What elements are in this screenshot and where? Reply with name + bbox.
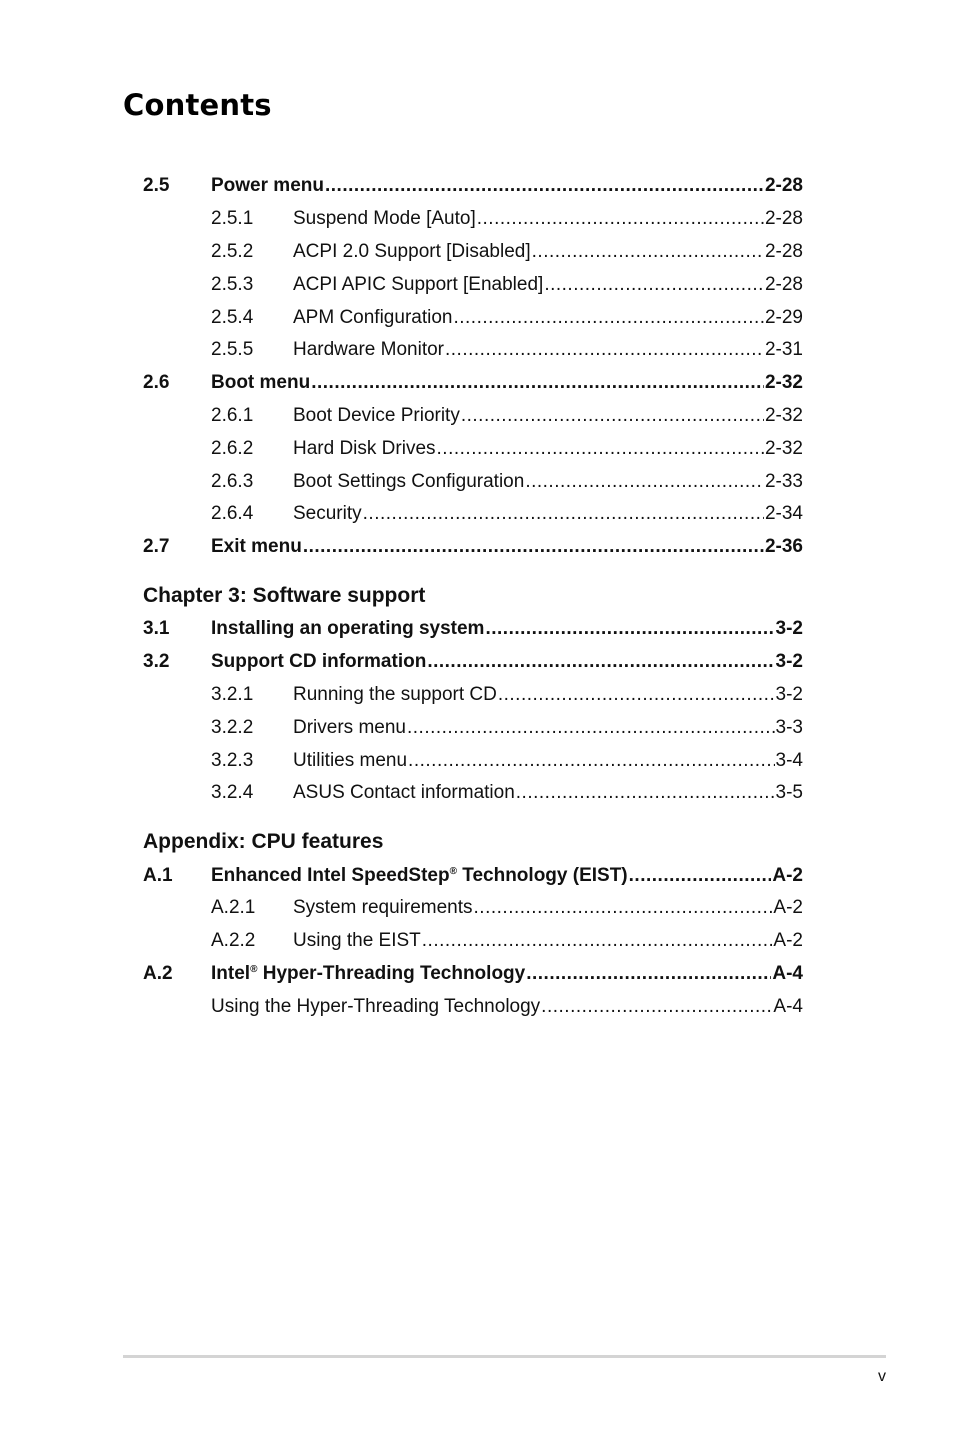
toc-number: A.2.2 [211, 930, 256, 951]
toc-number: 3.2.2 [211, 717, 254, 738]
toc-label: Hardware Monitor [293, 339, 444, 360]
toc-entry-a-2-2[interactable] [0, 929, 954, 953]
toc-page: 2-33 [764, 471, 803, 492]
toc-label: Drivers menu [293, 717, 406, 738]
toc-number: 3.2.1 [211, 684, 254, 705]
toc-page: 2-36 [764, 536, 803, 557]
toc-number: 2.5.2 [211, 241, 254, 262]
toc-label: Utilities menu [293, 750, 408, 771]
toc-label: Boot menu [211, 372, 311, 393]
toc-label: Support CD information [211, 651, 427, 672]
toc-number: A.2.1 [211, 897, 256, 918]
toc-page: 2-32 [764, 372, 803, 393]
toc-label: Hard Disk Drives [293, 438, 436, 459]
toc-page: 2-28 [764, 208, 803, 229]
toc-entry-2-5-5[interactable] [0, 338, 954, 362]
toc-label [211, 962, 525, 986]
toc-label-part: Technology (EIST) [456, 865, 628, 886]
toc-entry-2-5[interactable] [0, 174, 954, 198]
toc-page: A-2 [773, 897, 803, 918]
toc-label [211, 864, 628, 888]
toc-label: Power menu [211, 175, 324, 196]
toc-entry-2-5-2[interactable] [0, 240, 954, 264]
toc-entry-3-2-2[interactable] [0, 716, 954, 740]
toc-entry-2-6-4[interactable] [0, 502, 954, 526]
toc-number: 2.6.2 [211, 438, 254, 459]
toc-label: ASUS Contact information [293, 782, 515, 803]
toc-number: 2.5.5 [211, 339, 254, 360]
toc-label: Running the support CD [293, 684, 497, 705]
toc-page: 3-5 [775, 782, 803, 803]
toc-number: 2.7 [143, 536, 170, 557]
toc-page: 2-28 [764, 274, 803, 295]
toc-page: 3-2 [775, 618, 803, 639]
toc-label: APM Configuration [293, 307, 453, 328]
toc-page: A-2 [773, 930, 803, 951]
toc-number: 2.5.4 [211, 307, 254, 328]
toc-page: 3-4 [775, 750, 803, 771]
toc-number: 2.5.1 [211, 208, 254, 229]
toc-number: 3.2.3 [211, 750, 254, 771]
toc-label: Boot Device Priority [293, 405, 460, 426]
footer-page-number: v [878, 1368, 886, 1385]
toc-entry-2-6-2[interactable] [0, 437, 954, 461]
toc-entry-2-5-1[interactable] [0, 207, 954, 231]
toc-entry-2-6-3[interactable] [0, 470, 954, 494]
toc-number: 2.6.1 [211, 405, 254, 426]
toc-entry-2-7[interactable] [0, 535, 954, 559]
toc-entry-3-1[interactable] [0, 617, 954, 641]
footer-divider [123, 1355, 886, 1358]
toc-label: System requirements [293, 897, 473, 918]
toc-page: 3-3 [775, 717, 803, 738]
toc-entry-a-1[interactable] [0, 864, 954, 888]
toc-page: A-4 [773, 996, 803, 1017]
toc-entry-2-5-4[interactable] [0, 306, 954, 330]
toc-page: 2-31 [764, 339, 803, 360]
toc-entry-2-5-3[interactable] [0, 273, 954, 297]
toc-page: 2-28 [764, 241, 803, 262]
toc-page: A-4 [772, 963, 803, 984]
toc-entry-3-2-4[interactable] [0, 781, 954, 805]
toc-entry-3-2-1[interactable] [0, 683, 954, 707]
toc-number: 2.5.3 [211, 274, 254, 295]
toc-entry-2-6[interactable] [0, 371, 954, 395]
page-title: Contents [123, 88, 272, 122]
toc-label: Installing an operating system [211, 618, 485, 639]
registered-mark: ® [250, 964, 258, 975]
toc-label-part: Intel [211, 963, 251, 984]
toc-page: 2-32 [764, 438, 803, 459]
toc-label: Exit menu [211, 536, 302, 557]
toc-number: A.2 [143, 963, 173, 984]
toc-number: 2.6.3 [211, 471, 254, 492]
toc-entry-hyper-threading-usage[interactable] [0, 995, 954, 1019]
toc-page: 2-34 [764, 503, 803, 524]
toc-label: ACPI APIC Support [Enabled] [293, 274, 544, 295]
appendix-heading: Appendix: CPU features [143, 830, 384, 853]
toc-page: A-2 [772, 865, 803, 886]
toc-number: A.1 [143, 865, 173, 886]
toc-entry-a-2[interactable] [0, 962, 954, 986]
toc-entry-3-2[interactable] [0, 650, 954, 674]
toc-number: 3.1 [143, 618, 170, 639]
toc-number: 2.5 [143, 175, 170, 196]
toc-page: 2-29 [764, 307, 803, 328]
toc-label: Using the EIST [293, 930, 421, 951]
toc-number: 3.2 [143, 651, 170, 672]
toc-label: ACPI 2.0 Support [Disabled] [293, 241, 531, 262]
toc-label: Security [293, 503, 362, 524]
toc-label: Using the Hyper-Threading Technology [211, 996, 541, 1017]
toc-page: 2-32 [764, 405, 803, 426]
chapter-heading: Chapter 3: Software support [143, 584, 426, 607]
toc-number: 2.6 [143, 372, 170, 393]
toc-label-part: Hyper-Threading Technology [257, 963, 526, 984]
toc-page: 2-28 [764, 175, 803, 196]
registered-mark: ® [449, 866, 457, 877]
toc-number: 3.2.4 [211, 782, 254, 803]
toc-entry-2-6-1[interactable] [0, 404, 954, 428]
toc-number: 2.6.4 [211, 503, 254, 524]
toc-entry-3-2-3[interactable] [0, 749, 954, 773]
toc-label: Suspend Mode [Auto] [293, 208, 476, 229]
toc-page: 3-2 [775, 651, 803, 672]
toc-page: 3-2 [775, 684, 803, 705]
toc-label-part: Enhanced Intel SpeedStep [211, 865, 450, 886]
toc-label: Boot Settings Configuration [293, 471, 525, 492]
toc-entry-a-2-1[interactable] [0, 896, 954, 920]
